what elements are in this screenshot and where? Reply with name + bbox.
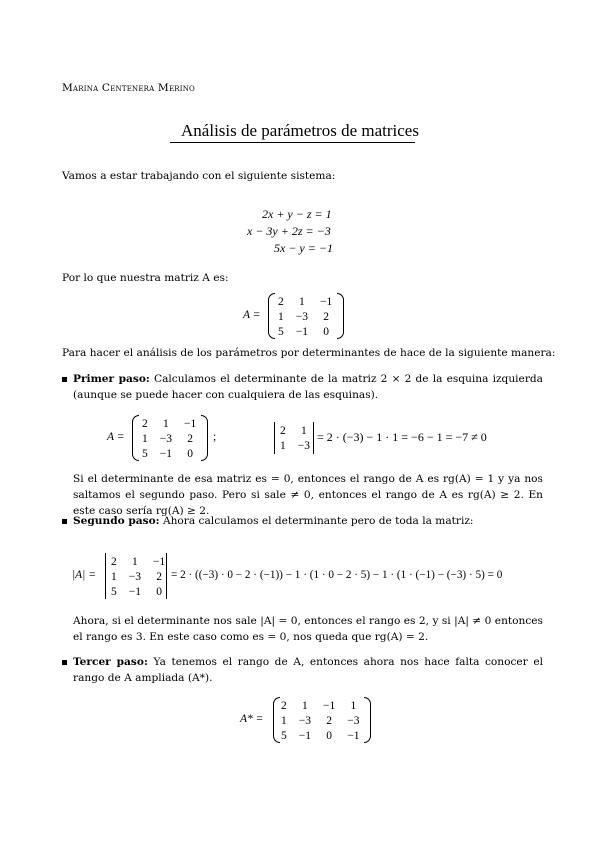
title-underline bbox=[170, 142, 415, 143]
matrix-cell: 2 bbox=[326, 714, 332, 727]
equation-3: 5x − y = −1 bbox=[274, 241, 333, 255]
step1-paragraph bbox=[73, 371, 543, 403]
step1-minor-result: = 2 · (−3) − 1 · 1 = −6 − 1 = −7 ≠ 0 bbox=[317, 430, 487, 444]
author-header: Marina Centenera Merino bbox=[62, 82, 195, 94]
step1-heading: Primer paso: bbox=[73, 373, 150, 385]
matrix-cell: 2 bbox=[111, 555, 117, 568]
matrix-cell: 2 bbox=[187, 432, 193, 445]
matrix-cell: 2 bbox=[323, 310, 329, 323]
matrix-cell: −1 bbox=[128, 585, 141, 598]
matrix-cell: −1 bbox=[298, 729, 311, 742]
matrix-cell: −1 bbox=[159, 447, 172, 460]
matrix-cell: 1 bbox=[142, 432, 148, 445]
bullet-icon bbox=[62, 377, 67, 382]
matrix-cell: −3 bbox=[128, 570, 141, 583]
matrix-cell: −1 bbox=[323, 699, 336, 712]
step3-heading: Tercer paso: bbox=[73, 656, 148, 668]
equation-1: 2x + y − z = 1 bbox=[262, 207, 332, 221]
step2-text: Ahora calculamos el determinante pero de toda la matriz: bbox=[162, 515, 474, 527]
matrix-cell: 1 bbox=[302, 699, 308, 712]
matrix-cell: 5 bbox=[111, 585, 117, 598]
matrix-cell: 2 bbox=[281, 699, 287, 712]
equation-2: x − 3y + 2z = −3 bbox=[247, 224, 331, 238]
matrix-a-star-label: A* = bbox=[240, 713, 264, 725]
matrix-cell: −3 bbox=[159, 432, 172, 445]
matrix-cell: 1 bbox=[350, 699, 357, 712]
matrix-cell: 2 bbox=[142, 417, 148, 430]
matrix-cell: 1 bbox=[299, 295, 305, 308]
matrix-cell: 1 bbox=[301, 424, 307, 437]
matrix-intro-text: Por lo que nuestra matriz A es: bbox=[62, 272, 229, 284]
step3-text: Ya tenemos el rango de A, entonces ahora nos hace falta conocer el rango de A ampliada (A*). bbox=[73, 656, 543, 684]
det-a-full bbox=[105, 553, 167, 599]
matrix-cell: −1 bbox=[320, 295, 333, 308]
matrix-a-label: A = bbox=[243, 309, 261, 321]
matrix-cell: −3 bbox=[347, 714, 360, 727]
matrix-a bbox=[268, 293, 344, 339]
matrix-cell: 5 bbox=[142, 447, 148, 460]
matrix-cell: 0 bbox=[323, 325, 329, 338]
step1-text: Calculamos el determinante de la matriz 2 × 2 de la esquina izquierda (aunque se puede hacer con cualquiera de las esquinas). bbox=[73, 373, 543, 401]
det-a-result: = 2 · ((−3) · 0 − 2 · (−1)) − 1 · (1 · 0 − 2 · 5) − 1 · (1 · (−1) − (−3) · 5) = 0 bbox=[171, 569, 503, 581]
matrix-cell: 2 bbox=[278, 295, 284, 308]
matrix-cell: 0 bbox=[326, 729, 332, 742]
matrix-cell: −1 bbox=[295, 325, 308, 338]
step1-minor-determinant bbox=[274, 422, 314, 454]
step2-paragraph bbox=[73, 513, 543, 529]
page-title: Análisis de parámetros de matrices bbox=[181, 121, 419, 140]
matrix-cell: 5 bbox=[281, 729, 287, 742]
matrix-cell: 1 bbox=[280, 439, 286, 452]
step1-matrix-label: A = bbox=[107, 431, 125, 443]
matrix-cell: 1 bbox=[132, 555, 138, 568]
bullet-icon bbox=[62, 519, 67, 524]
step1-note: Si el determinante de esa matriz es = 0, entonces el rango de A es rg(A) = 1 y ya nos saltamos el segundo paso. Pero si sale ≠ 0, entonces el rango de A es rg(A) ≥ 2. En este caso sería rg(A) ≥ 2. bbox=[73, 473, 543, 517]
step3-paragraph bbox=[73, 654, 543, 686]
step2-note: Ahora, si el determinante nos sale |A| = 0, entonces el rango es 2, y si |A| ≠ 0 entonces el rango es 3. En este caso como es = 0, nos queda que rg(A) = 2. bbox=[73, 615, 543, 643]
matrix-cell: 1 bbox=[163, 417, 169, 430]
intro-text: Vamos a estar trabajando con el siguiente sistema: bbox=[62, 170, 336, 182]
bullet-icon bbox=[62, 660, 67, 665]
matrix-cell: −3 bbox=[297, 439, 310, 452]
det-a-label: |A| = bbox=[72, 569, 96, 581]
matrix-cell: 1 bbox=[281, 714, 287, 727]
matrix-cell: 1 bbox=[278, 310, 284, 323]
matrix-cell: −1 bbox=[153, 555, 166, 568]
matrix-cell: 1 bbox=[111, 570, 117, 583]
separator: ; bbox=[213, 431, 217, 443]
step2-heading: Segundo paso: bbox=[73, 515, 160, 527]
analysis-intro-text: Para hacer el análisis de los parámetros por determinantes de hace de la siguiente manera: bbox=[62, 347, 556, 359]
matrix-cell: −1 bbox=[347, 729, 360, 742]
matrix-cell: 5 bbox=[278, 325, 284, 338]
matrix-a-star bbox=[273, 697, 371, 743]
matrix-cell: 2 bbox=[280, 424, 286, 437]
matrix-cell: 2 bbox=[156, 570, 162, 583]
matrix-cell: 0 bbox=[156, 585, 162, 598]
matrix-cell: −3 bbox=[295, 310, 308, 323]
step1-matrix-a bbox=[132, 415, 208, 461]
matrix-cell: 0 bbox=[187, 447, 193, 460]
matrix-cell: −3 bbox=[298, 714, 311, 727]
matrix-cell: −1 bbox=[184, 417, 197, 430]
